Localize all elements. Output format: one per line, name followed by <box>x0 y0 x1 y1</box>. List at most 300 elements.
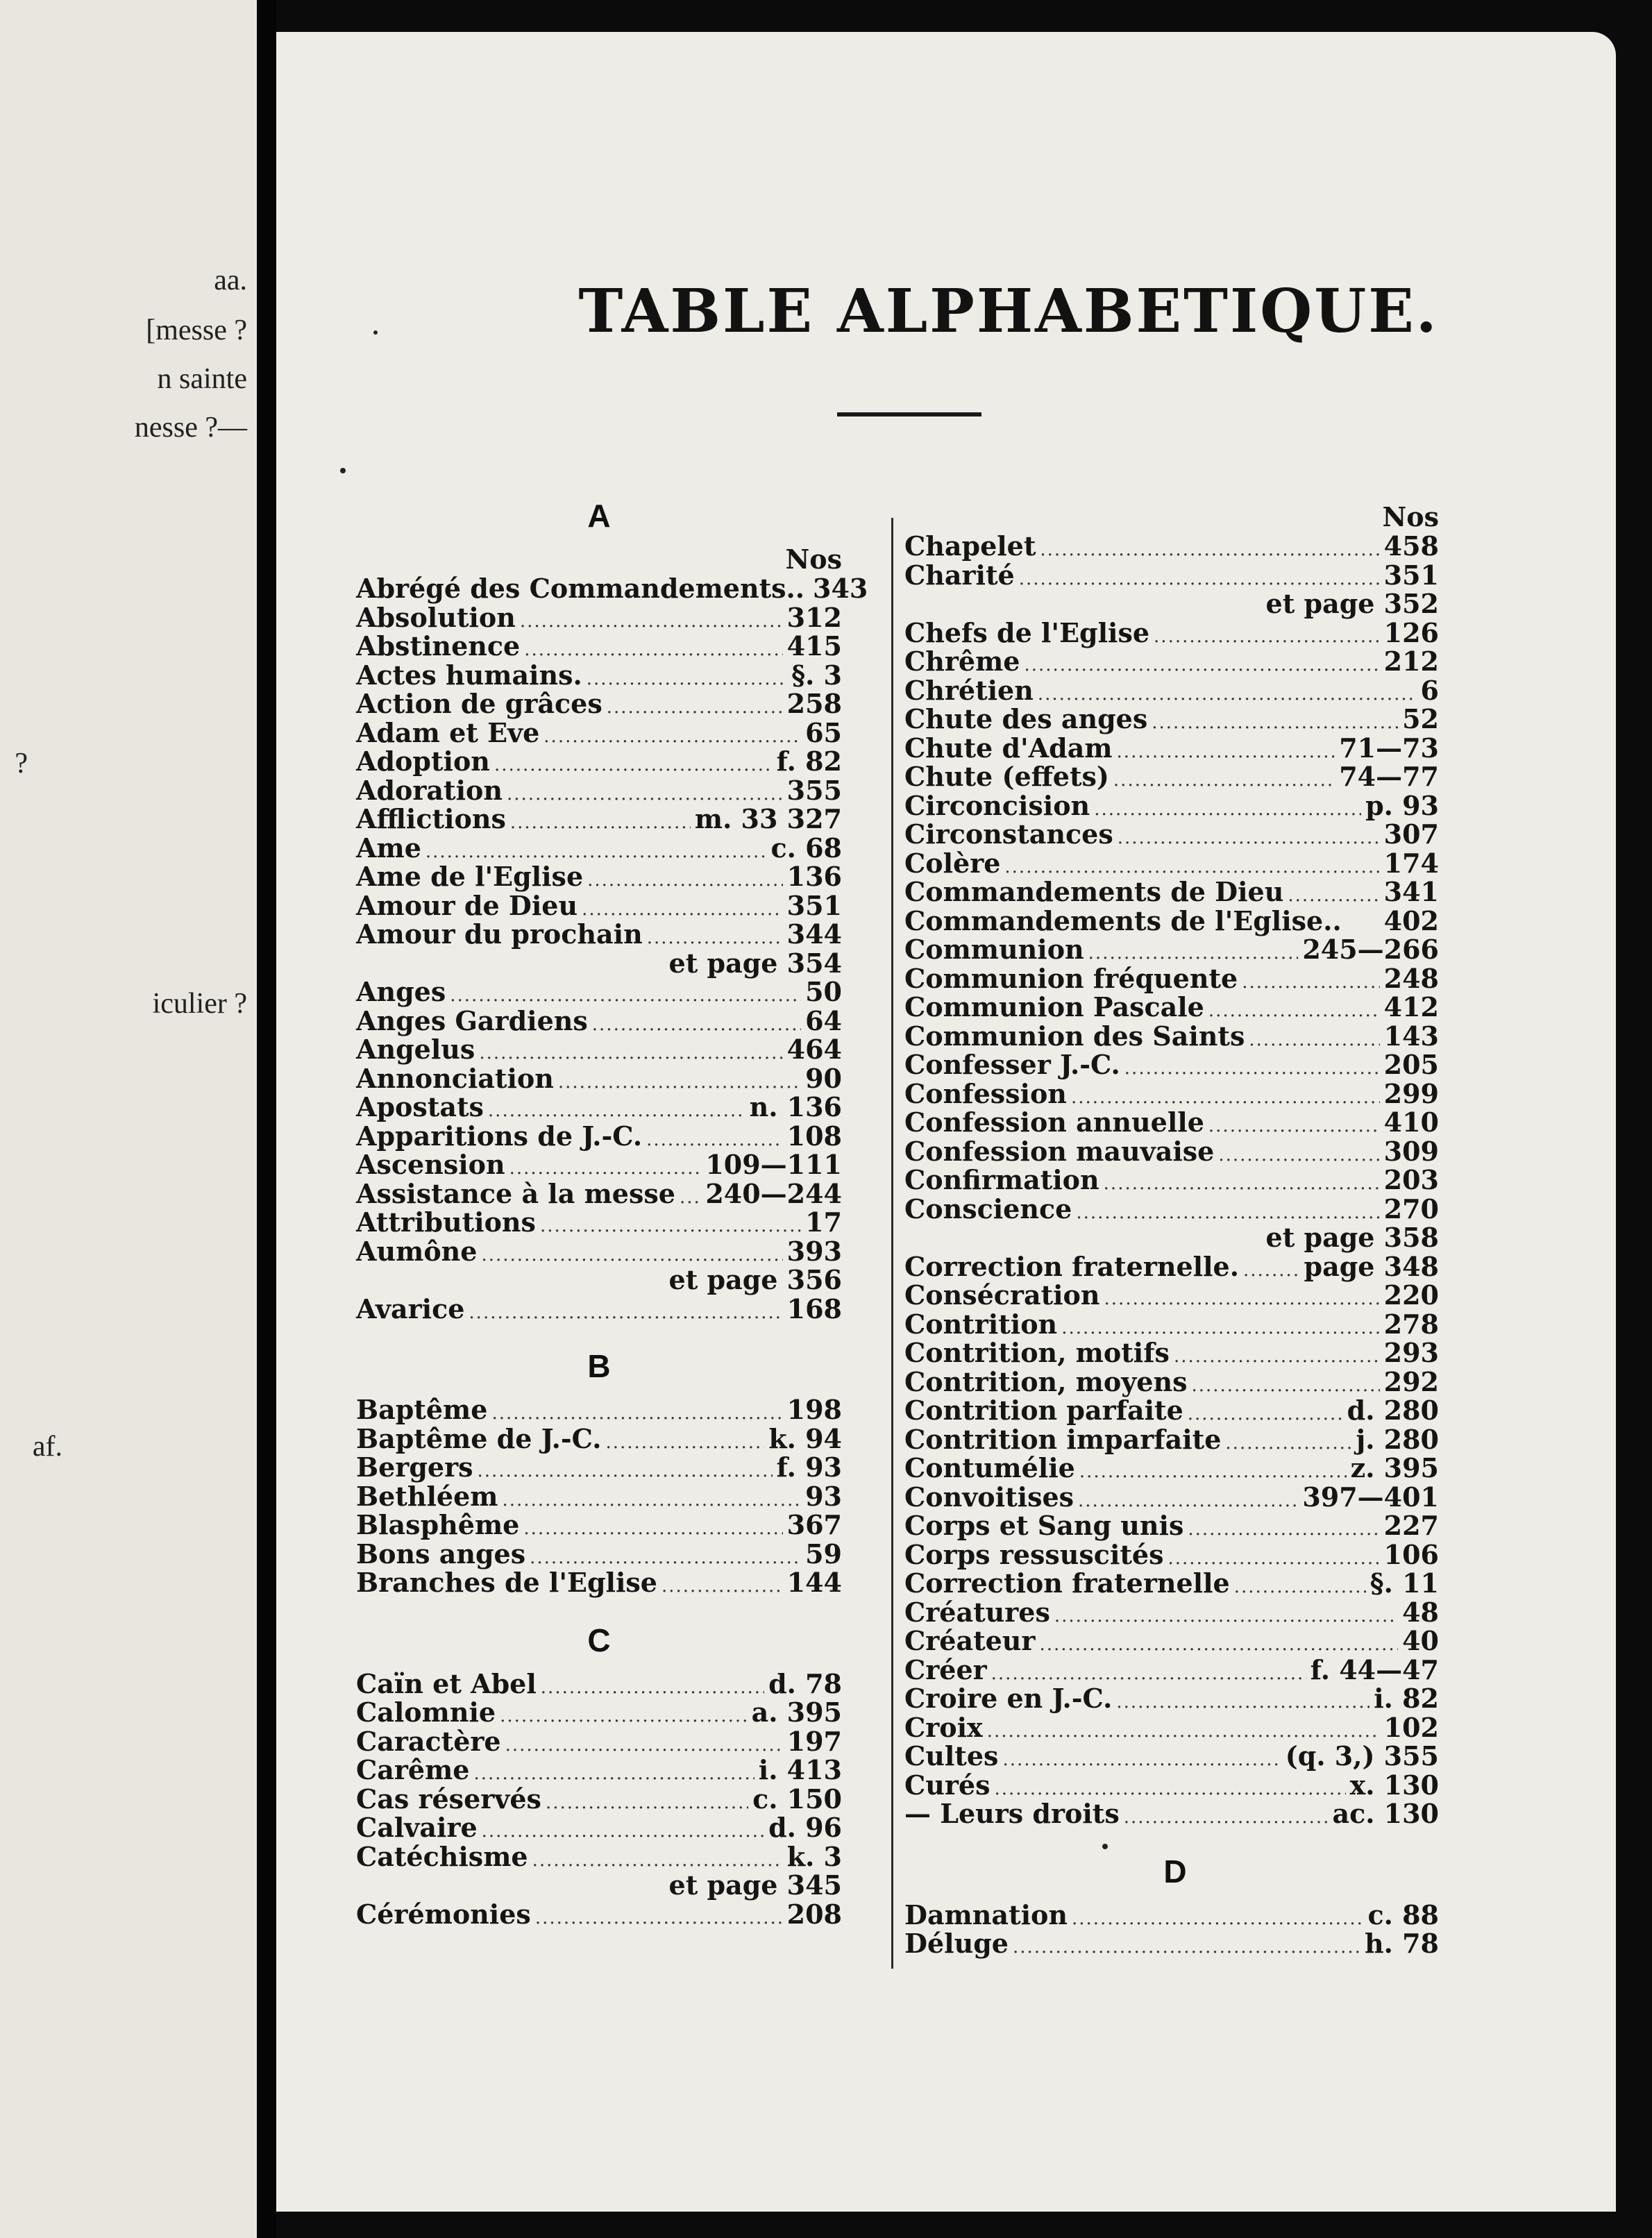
prev-line-3: n sainte <box>157 363 247 395</box>
index-entry <box>904 1454 1439 1483</box>
entry-reference: 203 <box>1383 1164 1439 1195</box>
entry-term: Blasphême <box>356 1509 520 1540</box>
entry-reference: d. 96 <box>768 1812 842 1843</box>
entry-reference: 293 <box>1383 1337 1439 1368</box>
dot-leader <box>494 751 773 780</box>
entry-reference: 168 <box>786 1293 842 1324</box>
entry-term: Confession mauvaise <box>904 1135 1215 1167</box>
index-entry <box>356 1208 842 1237</box>
entry-reference: 198 <box>786 1394 842 1425</box>
index-entry <box>904 820 1439 849</box>
entry-term: Apostats <box>356 1091 484 1122</box>
ink-speck <box>1102 1844 1108 1849</box>
entry-term: Assistance à la messe <box>356 1177 675 1209</box>
index-entry <box>356 977 842 1007</box>
entry-term: Communion <box>904 934 1084 965</box>
entry-reference: 48 <box>1402 1596 1439 1628</box>
entry-term: Catéchisme <box>356 1840 528 1872</box>
entry-reference: 208 <box>786 1898 842 1930</box>
prev-line-7: af. <box>32 1431 62 1463</box>
index-entry <box>356 689 842 718</box>
index-entry <box>904 532 1439 561</box>
entry-reference: i. 413 <box>758 1754 842 1785</box>
dot-leader <box>502 1486 801 1515</box>
entry-reference: k. 3 <box>786 1840 842 1872</box>
index-entry <box>904 676 1439 705</box>
dot-leader <box>1225 1429 1351 1458</box>
dot-leader <box>592 1011 801 1040</box>
entry-term: Communion Pascale <box>904 991 1204 1023</box>
dot-leader <box>546 1789 748 1818</box>
index-entry <box>356 1540 842 1569</box>
index-entry <box>904 1137 1439 1166</box>
entry-term: Ascension <box>356 1149 505 1180</box>
entry-reference: f. 82 <box>776 746 842 777</box>
entry-term: Adoption <box>356 746 490 777</box>
entry-term: Corps et Sang unis <box>904 1510 1184 1541</box>
entry-term: Actes humains. <box>356 659 582 691</box>
entry-term: Amour du prochain <box>356 918 643 950</box>
entry-reference: 240—244 <box>705 1177 842 1209</box>
ink-speck <box>373 330 378 335</box>
index-entry <box>356 1004 842 1036</box>
entry-term: Créateur <box>904 1625 1036 1656</box>
index-entry <box>356 834 842 863</box>
entry-term: Commandements de Dieu <box>904 876 1284 907</box>
dot-leader <box>477 1457 772 1486</box>
dot-leader <box>1242 968 1379 998</box>
entry-term: Ame <box>356 832 421 864</box>
dot-leader <box>587 665 787 694</box>
entry-term: Contrition, motifs <box>904 1337 1170 1368</box>
entry-reference: 174 <box>1383 847 1439 879</box>
entry-reference: 258 <box>786 688 842 719</box>
column-divider <box>891 518 893 1969</box>
index-entry <box>904 561 1439 590</box>
dot-leader <box>1113 766 1335 796</box>
entry-term: Croix <box>904 1711 983 1743</box>
index-entry <box>904 762 1439 791</box>
entry-term: Chute d'Adam <box>904 732 1113 764</box>
dot-leader <box>607 693 783 723</box>
index-entry <box>904 993 1439 1022</box>
index-entry <box>356 1035 842 1064</box>
index-entry <box>904 647 1439 676</box>
prev-line-2: [messe ? <box>146 314 247 346</box>
entry-term: Confesser J.-C. <box>904 1049 1120 1080</box>
entry-term: Attributions <box>356 1206 536 1238</box>
dot-leader <box>543 723 801 752</box>
dot-leader <box>1117 738 1335 767</box>
index-entry <box>356 1093 842 1122</box>
entry-term: Circonstances <box>904 818 1113 850</box>
dot-leader <box>1104 1170 1380 1199</box>
entry-term: Cultes <box>904 1740 999 1772</box>
entry-term: Bergers <box>356 1452 473 1483</box>
index-entry <box>904 1771 1439 1800</box>
index-entry <box>356 1295 842 1324</box>
entry-term: Correction fraternelle. <box>904 1250 1239 1282</box>
entry-term: Convoitises <box>904 1481 1074 1513</box>
dot-leader <box>1234 1573 1366 1602</box>
index-entry <box>904 1252 1439 1281</box>
entry-reference: 309 <box>1383 1135 1439 1167</box>
index-entry <box>356 1727 842 1756</box>
entry-term: Avarice <box>356 1293 465 1324</box>
index-entry <box>356 776 842 805</box>
entry-reference: 106 <box>1383 1538 1439 1570</box>
index-entry <box>904 1483 1439 1512</box>
index-entry <box>904 1425 1439 1454</box>
entry-reference: 93 <box>805 1480 842 1512</box>
entry-term: Croire en J.-C. <box>904 1683 1113 1714</box>
entry-reference: f. 93 <box>776 1452 842 1483</box>
index-entry <box>904 1511 1439 1540</box>
entry-reference: 341 <box>1383 876 1439 907</box>
dot-leader <box>541 1674 764 1703</box>
dot-leader <box>1002 1746 1281 1775</box>
entry-reference: 17 <box>805 1206 842 1238</box>
entry-reference: 71—73 <box>1339 732 1439 764</box>
dot-leader <box>1118 824 1380 853</box>
index-entry <box>904 1050 1439 1079</box>
index-entry <box>356 920 842 949</box>
index-entry <box>904 1166 1439 1195</box>
entry-reference: 40 <box>1402 1625 1439 1656</box>
entry-term: Adoration <box>356 774 503 806</box>
entry-reference: 109—111 <box>705 1149 842 1180</box>
entry-reference: d. 78 <box>768 1667 842 1699</box>
entry-term: Créatures <box>904 1596 1050 1628</box>
entry-term: Chrême <box>904 646 1020 677</box>
dot-leader <box>605 1429 764 1458</box>
index-entry <box>904 1626 1439 1656</box>
dot-leader <box>520 607 783 637</box>
entry-reference: 393 <box>786 1235 842 1267</box>
index-entry <box>904 1684 1439 1713</box>
dot-leader <box>680 1184 701 1213</box>
entry-term: Annonciation <box>356 1062 554 1094</box>
entry-term: Correction fraternelle <box>904 1567 1230 1599</box>
index-entry <box>356 718 842 748</box>
entry-term: Contrition imparfaite <box>904 1423 1222 1455</box>
entry-term: Contrition, moyens <box>904 1365 1188 1397</box>
index-entry <box>904 1022 1439 1051</box>
entry-reference: 351 <box>1383 559 1439 591</box>
entry-reference: 65 <box>805 716 842 748</box>
entry-reference: ac. 130 <box>1332 1798 1439 1829</box>
entry-term: Damnation <box>904 1899 1068 1930</box>
entry-term: Communion des Saints <box>904 1020 1245 1052</box>
entry-term: Contrition <box>904 1308 1058 1340</box>
index-entry <box>904 1195 1439 1224</box>
index-entry <box>356 573 868 604</box>
dot-leader <box>1249 1026 1379 1055</box>
dot-leader <box>1124 1054 1380 1084</box>
entry-reference: m. 33 327 <box>694 803 842 834</box>
index-entry <box>356 1453 842 1482</box>
right-column <box>904 503 1446 1958</box>
index-continuation: et page 354 <box>668 947 842 979</box>
index-entry <box>356 891 842 920</box>
entry-reference: 307 <box>1383 818 1439 850</box>
prev-line-5: ? <box>15 748 28 780</box>
index-entry <box>904 705 1439 734</box>
entry-reference: 270 <box>1383 1193 1439 1225</box>
entry-reference: §. 11 <box>1369 1567 1439 1599</box>
entry-reference: 126 <box>1383 616 1439 648</box>
entry-reference: z. 395 <box>1350 1452 1439 1483</box>
entry-term: Adam et Eve <box>356 716 540 748</box>
entry-reference: 136 <box>786 861 842 892</box>
index-entry <box>356 1900 842 1929</box>
entry-reference: 292 <box>1383 1365 1439 1397</box>
entry-term: Bethléem <box>356 1480 498 1512</box>
entry-term: Aumône <box>356 1235 478 1267</box>
index-continuation: et page 345 <box>668 1869 842 1901</box>
entry-term: Baptême <box>356 1394 488 1425</box>
index-entry <box>904 1799 1439 1828</box>
index-entry <box>356 661 842 690</box>
index-entry <box>904 1310 1439 1339</box>
index-entry <box>356 1122 842 1151</box>
index-entry <box>356 1511 842 1540</box>
entry-term: Anges <box>356 976 446 1007</box>
entry-term: Conscience <box>904 1193 1072 1225</box>
entry-reference: 227 <box>1383 1510 1439 1541</box>
entry-reference: a. 395 <box>751 1697 842 1728</box>
entry-term: Apparitions de J.-C. <box>356 1120 643 1152</box>
entry-term: Contumélie <box>904 1452 1075 1483</box>
entry-term: Confession annuelle <box>904 1107 1204 1138</box>
entry-term: Anges Gardiens <box>356 1004 588 1036</box>
dot-leader <box>1040 536 1379 565</box>
entry-reference: 52 <box>1402 703 1439 734</box>
section-letter-c: C <box>587 1622 611 1658</box>
index-entry <box>356 603 842 632</box>
book-gutter <box>257 0 276 2238</box>
entry-reference: 410 <box>1383 1107 1439 1138</box>
index-entry <box>356 1842 842 1871</box>
dot-leader <box>1024 651 1379 680</box>
dot-leader <box>1116 1688 1369 1717</box>
dot-leader <box>1208 1112 1380 1141</box>
prev-line-6: iculier ? <box>152 988 247 1020</box>
index-entry <box>356 1756 842 1785</box>
entry-term: Chapelet <box>904 530 1036 562</box>
entry-reference: c. 150 <box>752 1783 842 1815</box>
entry-reference: h. 78 <box>1365 1928 1439 1959</box>
entry-term: Déluge <box>904 1928 1009 1959</box>
entry-term: Chrétien <box>904 674 1034 706</box>
index-entry <box>904 1281 1439 1310</box>
entry-term: Action de grâces <box>356 688 602 719</box>
dot-leader <box>1218 1141 1379 1170</box>
index-entry <box>356 747 842 776</box>
entry-reference: 412 <box>1383 991 1439 1023</box>
entry-term: Ame de l'Eglise <box>356 861 584 892</box>
index-entry <box>356 1785 842 1814</box>
entry-reference: f. 44—47 <box>1310 1654 1439 1685</box>
dot-leader <box>1188 1515 1379 1545</box>
entry-term: Branches de l'Eglise <box>356 1567 657 1598</box>
entry-reference: (q. 3,) 355 <box>1285 1740 1439 1772</box>
section-letter-b: B <box>587 1348 611 1384</box>
entry-reference: 90 <box>805 1062 842 1094</box>
entry-reference: 278 <box>1383 1308 1439 1340</box>
entry-reference: 102 <box>1383 1711 1439 1743</box>
index-entry <box>904 616 1439 648</box>
entry-reference: 212 <box>1383 646 1439 677</box>
dot-leader <box>1054 1602 1398 1631</box>
page-title: TABLE ALPHABETIQUE. <box>578 276 1439 346</box>
index-entry <box>356 862 842 891</box>
index-entry <box>904 1540 1439 1570</box>
entry-term: Confirmation <box>904 1164 1099 1195</box>
entry-term: Chute (effets) <box>904 761 1109 792</box>
dot-leader <box>510 809 691 838</box>
entry-reference: x. 130 <box>1349 1769 1439 1801</box>
entry-term: Carême <box>356 1754 470 1785</box>
dot-leader <box>1124 1803 1329 1833</box>
index-entry <box>356 632 842 661</box>
entry-reference: 144 <box>786 1567 842 1598</box>
index-entry <box>904 1901 1439 1930</box>
index-entry <box>356 805 842 834</box>
entry-reference: 64 <box>805 1004 842 1036</box>
entry-reference: 74—77 <box>1339 761 1439 792</box>
entry-reference: d. 280 <box>1347 1395 1439 1426</box>
dot-leader <box>1174 1343 1380 1372</box>
dot-leader <box>523 1515 782 1544</box>
entry-term: Communion fréquente <box>904 962 1238 994</box>
section-letter-a: A <box>587 498 611 534</box>
index-entry <box>904 1713 1439 1742</box>
entry-reference: 367 <box>786 1509 842 1540</box>
entry-reference: 458 <box>1383 530 1439 562</box>
entry-term: Abstinence <box>356 630 521 662</box>
dot-leader <box>535 1904 783 1933</box>
dot-leader <box>500 1702 747 1731</box>
index-entry <box>904 1742 1439 1771</box>
dot-leader <box>1104 1285 1380 1314</box>
index-entry <box>904 791 1439 821</box>
index-entry <box>904 1079 1439 1109</box>
entry-term: Caïn et Abel <box>356 1667 537 1699</box>
entry-term: Corps ressuscités <box>904 1538 1164 1570</box>
ink-speck <box>340 468 346 473</box>
entry-term: Chute des anges <box>904 703 1148 734</box>
dot-leader <box>1243 1256 1300 1286</box>
entry-reference: 143 <box>1383 1020 1439 1052</box>
entry-reference: 108 <box>786 1120 842 1152</box>
entry-reference: 205 <box>1383 1049 1439 1080</box>
index-entry <box>904 935 1439 964</box>
index-continuation: et page 356 <box>668 1264 842 1295</box>
entry-reference: 6 <box>1420 674 1439 706</box>
entry-term: Cas réservés <box>356 1783 541 1815</box>
nos-header: Nos <box>785 544 842 575</box>
entry-term: Calomnie <box>356 1697 496 1728</box>
entry-reference: c. 88 <box>1367 1899 1439 1930</box>
index-entry <box>904 1598 1439 1627</box>
entry-reference: i. 82 <box>1374 1683 1439 1714</box>
left-column <box>356 487 868 1930</box>
entry-reference: 50 <box>805 976 842 1007</box>
entry-reference: 402 <box>1383 905 1439 936</box>
entry-reference: 197 <box>786 1725 842 1757</box>
entry-term: Circoncision <box>904 789 1090 821</box>
index-entry <box>904 877 1439 907</box>
entry-term: Curés <box>904 1769 991 1801</box>
index-entry <box>356 1482 842 1511</box>
entry-reference: 248 <box>1383 962 1439 994</box>
entry-reference: p. 93 <box>1365 789 1439 821</box>
entry-term: Contrition parfaite <box>904 1395 1183 1426</box>
index-entry <box>904 907 1439 936</box>
entry-reference: c. 68 <box>770 832 842 864</box>
entry-reference: 245—266 <box>1302 934 1439 965</box>
entry-reference: n. 136 <box>749 1091 842 1122</box>
entry-term: Angelus <box>356 1034 475 1065</box>
index-entry <box>904 734 1439 763</box>
entry-reference: 343 <box>813 573 868 604</box>
index-entry <box>356 1179 842 1209</box>
index-entry <box>904 1338 1439 1368</box>
entry-reference: 312 <box>786 601 842 633</box>
title-rule <box>837 412 981 417</box>
dot-leader <box>505 1731 783 1760</box>
index-page <box>276 32 1616 2212</box>
entry-reference: k. 94 <box>768 1422 842 1454</box>
dot-leader <box>469 1299 782 1328</box>
dot-leader <box>1013 1933 1360 1962</box>
entry-reference: 299 <box>1383 1077 1439 1109</box>
entry-reference: §. 3 <box>791 659 842 691</box>
entry-term: Amour de Dieu <box>356 889 578 921</box>
previous-page-fragment <box>0 0 257 2238</box>
entry-term: Caractère <box>356 1725 501 1757</box>
entry-reference: page 348 <box>1304 1250 1439 1282</box>
entry-reference: j. 280 <box>1356 1423 1439 1455</box>
dot-leader <box>540 1212 801 1241</box>
entry-term: Bons anges <box>356 1538 526 1570</box>
entry-term: Colère <box>904 847 1001 879</box>
index-entry <box>356 1568 842 1597</box>
entry-reference: 415 <box>786 630 842 662</box>
index-entry <box>904 1396 1439 1425</box>
index-entry <box>904 849 1439 878</box>
entry-term: Chefs de l'Eglise <box>904 616 1150 648</box>
entry-reference: 351 <box>786 889 842 921</box>
dot-leader <box>587 866 783 895</box>
entry-term: Baptême de J.-C. <box>356 1422 602 1454</box>
entry-term: — Leurs droits <box>904 1798 1120 1829</box>
index-entry <box>904 1108 1439 1137</box>
index-entry <box>356 1150 842 1179</box>
entry-reference: 344 <box>786 918 842 950</box>
index-entry <box>356 1395 842 1424</box>
dot-leader <box>1072 1905 1364 1934</box>
entry-term: Commandements de l'Eglise.. <box>904 905 1342 936</box>
index-entry <box>904 1365 1439 1397</box>
entry-term: Abrégé des Commandements.. <box>356 573 805 604</box>
index-entry <box>356 1064 842 1093</box>
entry-term: Calvaire <box>356 1812 478 1843</box>
entry-reference: 220 <box>1383 1279 1439 1311</box>
index-entry <box>356 1698 842 1727</box>
entry-term: Créer <box>904 1654 987 1685</box>
